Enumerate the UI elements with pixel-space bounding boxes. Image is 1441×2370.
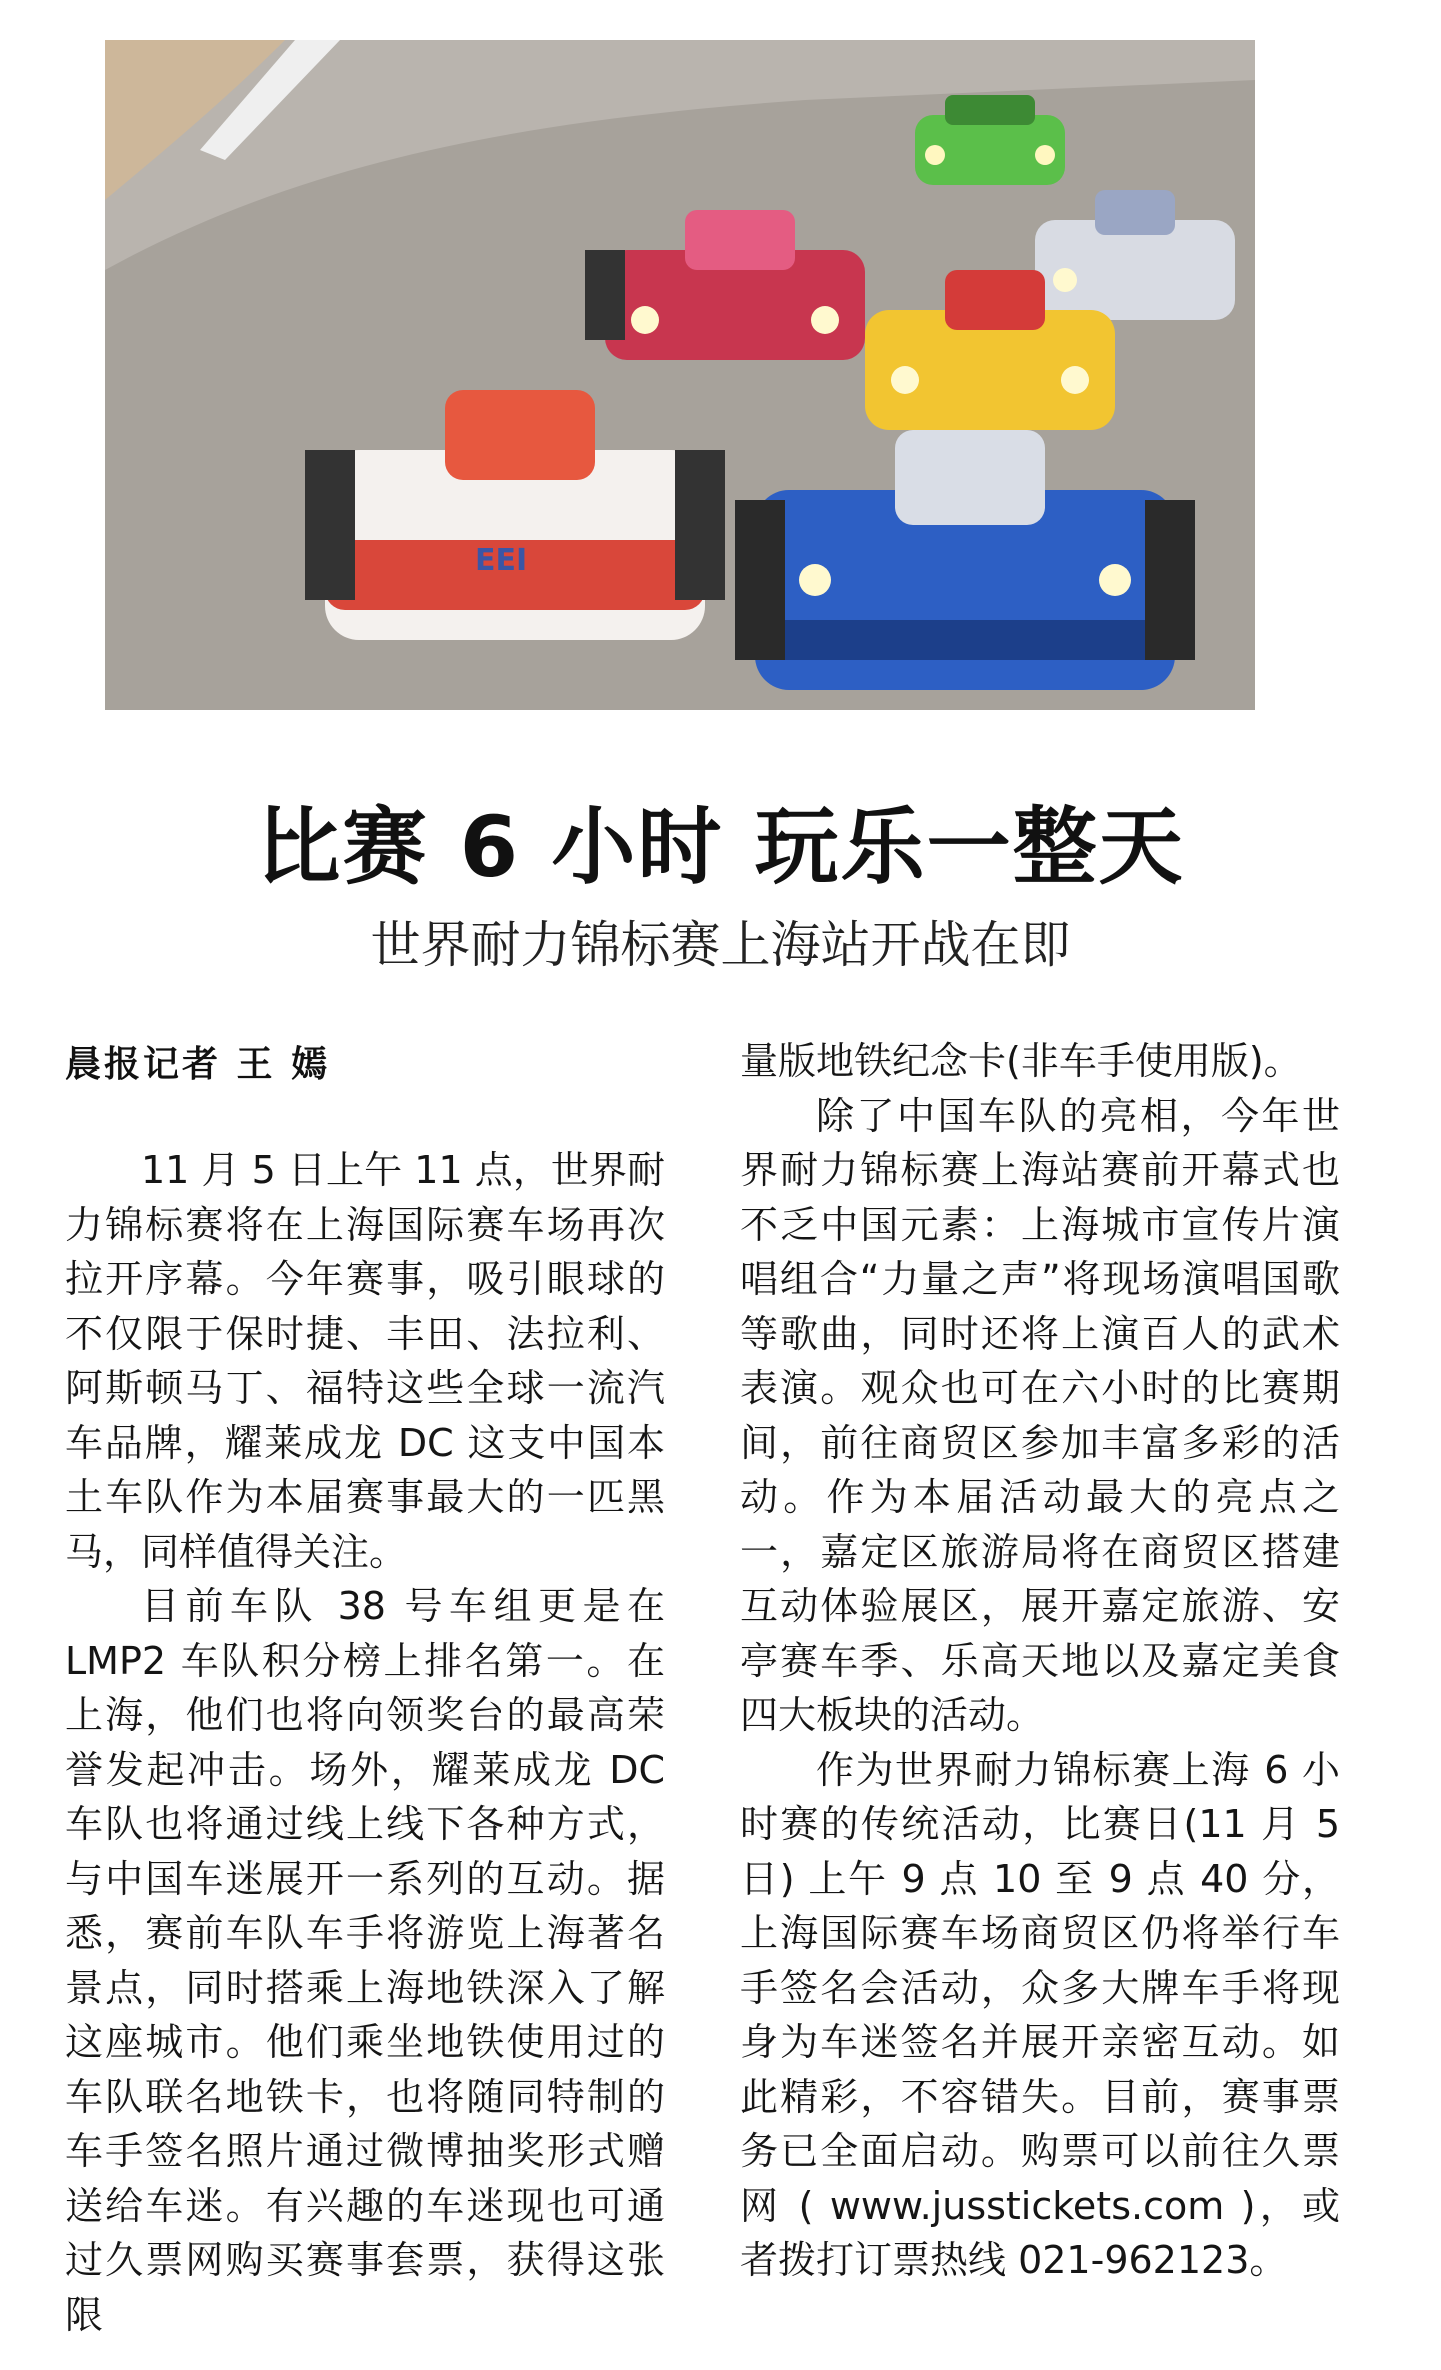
- paragraph: 作为世界耐力锦标赛上海 6 小时赛的传统活动，比赛日(11 月 5 日) 上午 9 点 10 至 9 点 40 分，上海国际赛车场商贸区仍将举行车手签名会活动，众多大牌车手将现身为车迷签名并展开亲密互动。如此精彩，不容错失。目前，赛事票务已全面启动。购票可以前往久票网 ( www.jusstickets.com )，或者拨打订票热线 021-962123。: [740, 1747, 1340, 2282]
- byline: 晨报记者 王 嫣: [65, 1044, 331, 1085]
- article-column-left: [65, 1143, 665, 2342]
- svg-text:EEI: EEI: [475, 543, 528, 578]
- article-column-right: [740, 1034, 1340, 2288]
- paragraph: 量版地铁纪念卡(非车手使用版)。: [740, 1039, 1302, 1083]
- paragraph: 11 月 5 日上午 11 点，世界耐力锦标赛将在上海国际赛车场再次拉开序幕。今年赛事，吸引眼球的不仅限于保时捷、丰田、法拉利、阿斯顿马丁、福特这些全球一流汽车品牌，耀莱成龙 DC 这支中国本土车队作为本届赛事最大的一匹黑马，同样值得关注。: [65, 1148, 665, 1574]
- headline: 比赛 6 小时 玩乐一整天: [256, 798, 1185, 896]
- paragraph: 目前车队 38 号车组更是在 LMP2 车队积分榜上排名第一。在上海，他们也将向领奖台的最高荣誉发起冲击。场外，耀莱成龙 DC 车队也将通过线上线下各种方式，与中国车迷展开一系列的互动。据悉，赛前车队车手将游览上海著名景点，同时搭乘上海地铁深入了解这座城市。他们乘坐地铁使用过的车队联名地铁卡，也将随同特制的车手签名照片通过微博抽奖形式赠送给车迷。有兴趣的车迷现也可通过久票网购买赛事套票，获得这张限: [65, 1584, 665, 2337]
- subheadline: 世界耐力锦标赛上海站开战在即: [370, 916, 1071, 974]
- race-cars-illustration: [105, 40, 1255, 710]
- race-cars-photo: [105, 40, 1255, 710]
- paragraph: 除了中国车队的亮相，今年世界耐力锦标赛上海站赛前开幕式也不乏中国元素：上海城市宣传片演唱组合“力量之声”将现场演唱国歌等歌曲，同时还将上演百人的武术表演。观众也可在六小时的比赛期间，前往商贸区参加丰富多彩的活动。作为本届活动最大的亮点之一，嘉定区旅游局将在商贸区搭建互动体验展区，展开嘉定旅游、安亭赛车季、乐高天地以及嘉定美食四大板块的活动。: [740, 1093, 1340, 1737]
